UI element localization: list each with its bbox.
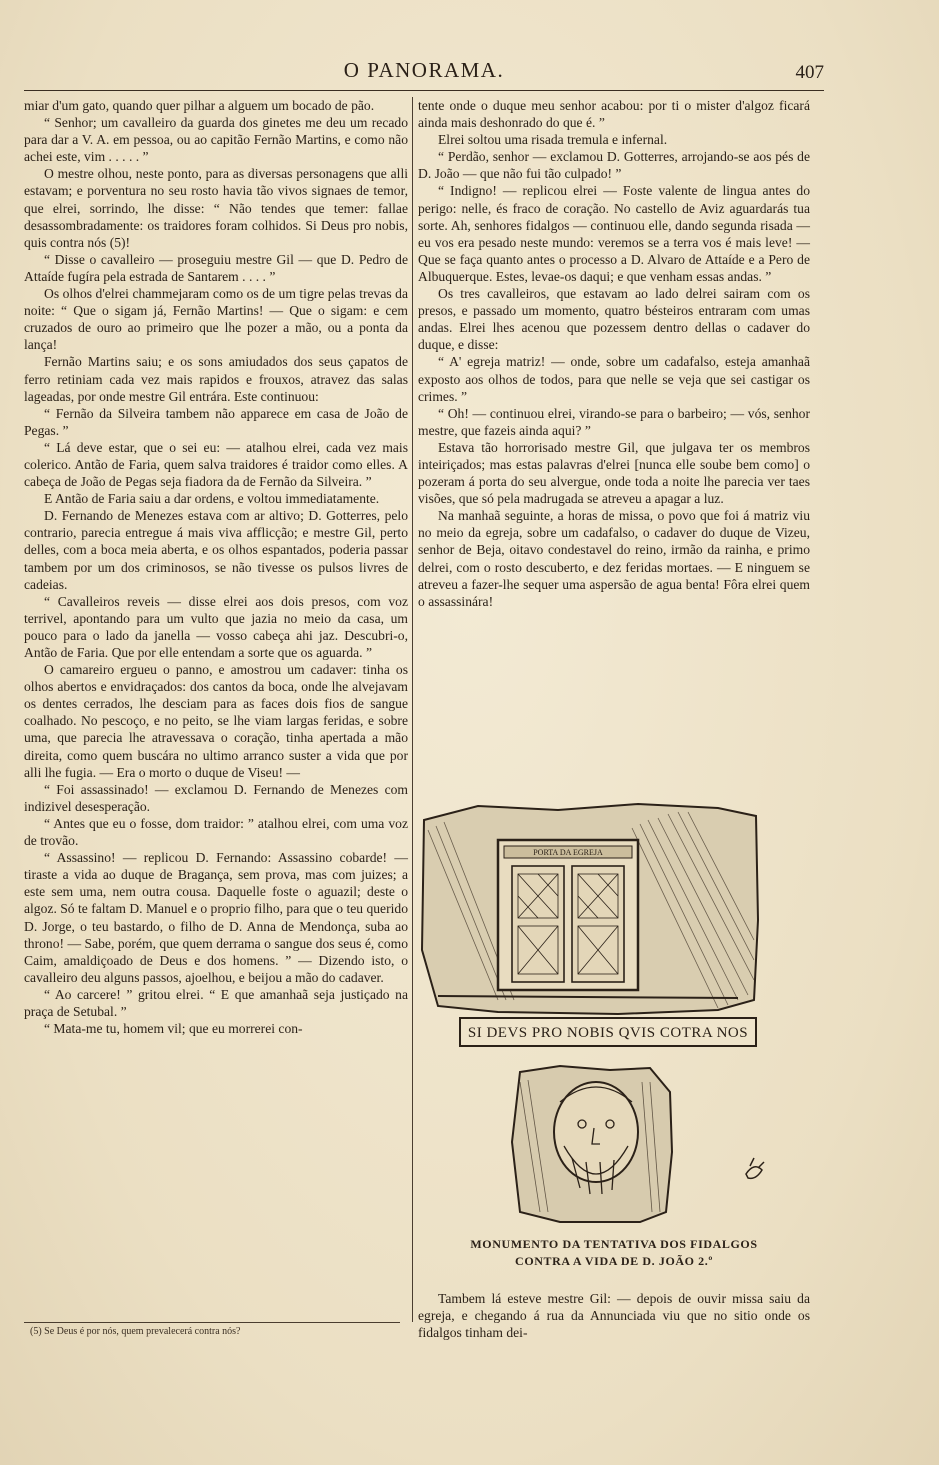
paragraph: “ Antes que eu o fosse, dom traidor: ” atalhou elrei, com uma voz de trovão. <box>24 815 408 849</box>
paragraph: “ Senhor; um cavalleiro da guarda dos ginetes me deu um recado para dar a V. A. em pessoa, ou ao capitão Fernão Martins, e como não achei este, vim . . . . . ” <box>24 115 408 165</box>
paragraph: Estava tão horrorisado mestre Gil, que julgava ter os membros inteiriçados; mas estas palavras d'elrei [nunca elle soube bem como] o pozeram á porta do seu alvergue, onde toda a noite lhe parecia ver taes visões, que só pela madrugada se atreveu a apagar a luz. <box>418 439 810 507</box>
footnote: (5) Se Deus é por nós, quem prevalecerá contra nós? <box>30 1326 241 1337</box>
paragraph: O camareiro ergueu o panno, e amostrou um cadaver: tinha os olhos abertos e envidraçados: dos cantos da boca, onde lhe alvejavam os dentes cerrados, lhe desciam para as faces dois fios de sangue coalhado. No pescoço, e no peito, se lhe viam largas feridas, e sobre uma, que parecia lhe atravessava o coração, tinha apertada a mão direita, como quem buscára no ultimo arranco suster a vida que por alli lhe fugia. — Era o morto o duque de Viseu! — <box>24 662 408 780</box>
paragraph: “ Mata-me tu, homem vil; que eu morrerei con- <box>44 1021 303 1037</box>
paragraph: Elrei soltou uma risada tremula e infernal. <box>438 132 668 148</box>
paragraph: “ Ao carcere! ” gritou elrei. “ E que amanhaã seja justiçado na praça de Setubal. ” <box>24 986 408 1019</box>
paragraph: “ Cavalleiros reveis — disse elrei aos dois presos, com voz terrivel, apontando para um vulto que jazia no meio da casa, um pouco para o lado da janella — vosso cabeça ahi jaz. Descubri-o, Antão de Faria. Que por elle entendam a sorte que os aguarda. ” <box>24 593 408 660</box>
paragraph: Os tres cavalleiros, que estavam ao lado delrei sairam com os presos, e passado um momento, quatro bésteiros entraram com umas andas. Elrei lhes acenou que pozessem dentro dellas o cadaver do duque, e disse: <box>418 286 810 353</box>
figure-caption <box>418 1236 810 1270</box>
right-column <box>418 97 810 610</box>
paragraph: “ Oh! — continuou elrei, virando-se para o barbeiro; — vós, senhor mestre, que fazeis ainda aqui? ” <box>418 405 810 438</box>
paragraph: “ Lá deve estar, que o sei eu: — atalhou elrei, cada vez mais colerico. Antão de Faria, quem salva traidores é traidor como elles. A cabeça de João de Pegas seja fiadora da de Fernão da Silveira. ” <box>24 439 408 490</box>
paragraph: Fernão Martins saiu; e os sons amiudados dos seus çapatos de ferro retiniam cada vez mais rapidos e frouxos, atravez das salas lageadas, por onde mestre Gil entrára. Este continuou: <box>24 354 408 404</box>
paragraph: Tambem lá esteve mestre Gil: — depois de ouvir missa saiu da egreja, e chegando á rua da Annunciada viu que no sitio onde os fidalgos tinham dei- <box>418 1291 810 1341</box>
banner-inscription: SI DEVS PRO NOBIS QVIS COTRA NOS <box>467 1025 749 1041</box>
paragraph: E Antão de Faria saiu a dar ordens, e voltou immediatamente. <box>44 491 380 507</box>
woodcut-monument-door <box>418 800 762 1058</box>
paragraph: “ Disse o cavalleiro — proseguiu mestre Gil — que D. Pedro de Attaíde fugíra pela estrada de Santarem . . . . ” <box>24 251 408 284</box>
column-divider <box>412 97 413 1322</box>
woodcut-bearded-head <box>500 1062 790 1227</box>
page-number: 407 <box>795 62 824 83</box>
caption-line: CONTRA A VIDA DE D. JOÃO 2.º <box>515 1254 713 1268</box>
paragraph: “ Perdão, senhor — exclamou D. Gotterres, arrojando-se aos pés de D. João — que não fui tão culpado! ” <box>418 149 810 182</box>
paragraph: miar d'um gato, quando quer pilhar a alguem um bocado de pão. <box>24 98 375 113</box>
page-header <box>24 58 824 88</box>
caption-line: MONUMENTO DA TENTATIVA DOS FIDALGOS <box>470 1237 758 1251</box>
paragraph: “ A' egreja matriz! — onde, sobre um cadafalso, esteja amanhaã exposto aos olhos de todos, para que nelle se veja que sei castigar os crimes. ” <box>418 354 810 404</box>
paragraph: “ Foi assassinado! — exclamou D. Fernando de Menezes com indizivel desesperação. <box>24 781 408 814</box>
paragraph: “ Assassino! — replicou D. Fernando: Assassino cobarde! — tiraste a vida ao duque de Bragança, sem prova, mas com juizes; a este sem uma, nem outra cousa. Daquelle foste o aguazil; deste o algoz. Só te faltam D. Manuel e o proprio filho, para que o teu querido D. Jorge, o teu bastardo, o filho de D. Anna de Mendonça, suba ao throno! — Sabe, porém, que quem derrama o sangue dos seus é, como Caim, amaldiçoado de Deus e dos homens. ” — Dizendo isto, o cavalleiro deu alguns passos, ajoelhou, e beijou a mão do cadaver. <box>24 850 408 985</box>
paragraph: tente onde o duque meu senhor acabou: por ti o mister d'algoz ficará ainda mais deshonrado do que é. ” <box>418 98 810 131</box>
right-column-continuation <box>418 1290 810 1341</box>
ornament-icon <box>746 1158 764 1178</box>
paragraph: Os olhos d'elrei chammejaram como os de um tigre pelas trevas da noite: “ Que o sigam já, Fernão Martins! — Que o sigam: e cem cruzados de ouro ao primeiro que lhe pozer a mão, ou a ponta da lança! <box>24 286 408 353</box>
journal-title: O PANORAMA. <box>343 58 505 82</box>
paragraph: “ Fernão da Silveira tambem não apparece em casa de João de Pegas. ” <box>24 405 408 438</box>
left-column <box>24 97 408 1037</box>
paragraph: “ Indigno! — replicou elrei — Foste valente de lingua antes do perigo: nelle, és fraco de coração. No castello de Aviz aguardarás tua sorte. Ah, senhores fidalgos — continuou elle, dando segunda risada — eu vos era pesado neste mundo: veremos se a terra vos é mais leve! — Que se faça quanto antes o processo a D. Alvaro de Attaíde e a Pero de Albuquerque. Estes, levae-os daqui; e que venham essas andas. ” <box>418 183 810 284</box>
footnote-rule <box>24 1322 400 1323</box>
paragraph: D. Fernando de Menezes estava com ar altivo; D. Gotterres, pelo contrario, parecia entregue á mais viva afflicção; e mestre Gil, perto delles, com a boca meia aberta, e os olhos espantados, poderia passar tambem por um dos criminosos, se não tivesse os pulsos livres de cadeias. <box>24 508 408 592</box>
header-rule <box>24 90 824 91</box>
door-inscription: PORTA DA EGREJA <box>533 848 603 857</box>
paragraph: Na manhaã seguinte, a horas de missa, o povo que foi á matriz viu no meio da egreja, sobre um cadafalso, o cadaver do duque de Vizeu, senhor de Beja, oitavo condestavel do reino, irmão da rainha, e primo delrei, com o rosto descuberto, e dez feridas mortaes. — E ninguem se atreveu a fazer-lhe sequer uma aspersão de agua benta! Fôra elrei quem o assassinára! <box>418 508 810 609</box>
paragraph: O mestre olhou, neste ponto, para as diversas personagens que alli estavam; e porventura no seu rosto havia tão vivos signaes de temor, que elrei, sorrindo, lhe disse: “ Não tendes que temer: fallae desassombradamente: os traidores foram colhidos. Si Deus pro nobis, quis contra nós (5)! <box>24 166 408 250</box>
